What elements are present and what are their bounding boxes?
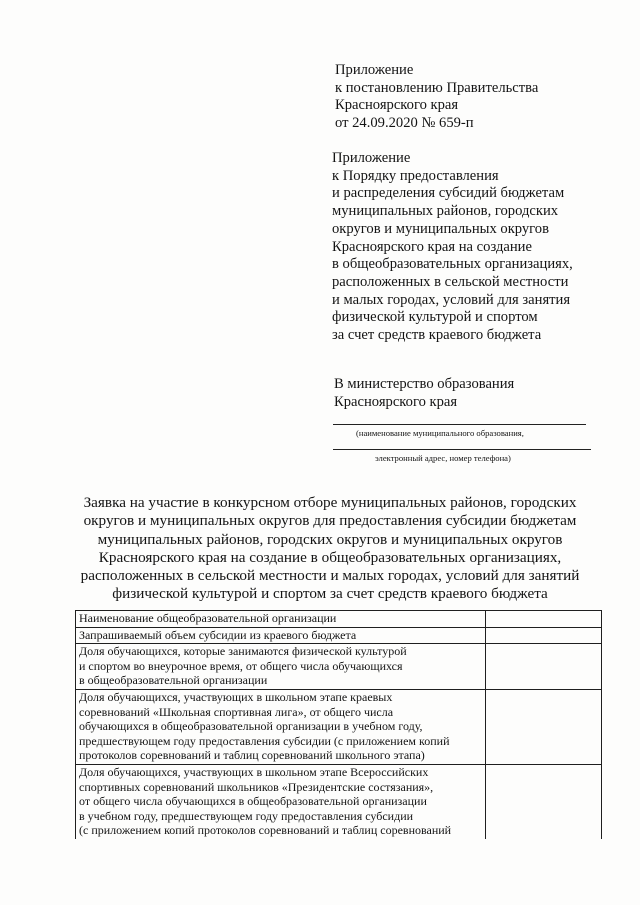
appendix-line: Приложение <box>332 150 411 166</box>
criterion-line: обучающихся в общеобразовательной организации в учебном году, <box>79 719 423 734</box>
appendix-line: муниципальных районов, городских <box>332 203 559 220</box>
appendix-to-resolution <box>335 62 538 133</box>
title-line: расположенных в сельской местности и малых городах, условий для занятий <box>80 567 580 585</box>
appendix-line: физической культурой и спортом <box>332 309 538 326</box>
appendix-line: к постановлению Правительства <box>335 79 539 96</box>
criterion-line: спортивных соревнований школьников «Президентские состязания», <box>79 779 434 794</box>
criterion-line: в общеобразовательной организации <box>79 673 268 688</box>
table-row <box>76 764 602 838</box>
fill-in-caption: (наименование муниципального образования, <box>356 428 524 438</box>
application-table <box>75 610 602 839</box>
value-cell[interactable] <box>486 627 602 644</box>
criterion-line: от общего числа обучающихся в общеобразовательной организации <box>79 794 427 809</box>
criterion-line: Доля обучающихся, которые занимаются физической культурой <box>79 644 407 659</box>
recipient-line: Красноярского края <box>334 393 458 410</box>
criterion-cell <box>76 644 486 690</box>
appendix-line: округов и муниципальных округов <box>332 220 549 237</box>
appendix-line: Красноярского края на создание <box>332 238 532 255</box>
criterion-line: соревнований «Школьная спортивная лига», от общего числа <box>79 704 394 719</box>
appendix-to-procedure <box>332 150 573 345</box>
appendix-line: Приложение <box>335 62 414 78</box>
table-row <box>76 689 602 764</box>
title-line: Красноярского края на создание в общеобразовательных организациях, <box>98 548 562 566</box>
appendix-line: расположенных в сельской местности <box>332 273 569 290</box>
title-line: округов и муниципальных округов для предоставления субсидии бюджетам <box>83 512 577 530</box>
appendix-line: Красноярского края <box>335 97 459 114</box>
recipient-block <box>334 376 514 411</box>
criterion-cell <box>76 764 486 838</box>
criterion-cell <box>76 611 486 628</box>
table-row <box>76 627 602 644</box>
criterion-line: (с приложением копий протоколов соревнований и таблиц соревнований <box>79 823 452 838</box>
criterion-line: Наименование общеобразовательной организации <box>79 611 337 625</box>
value-cell[interactable] <box>486 644 602 690</box>
appendix-line: от 24.09.2020 № 659-п <box>335 115 474 132</box>
criterion-line: протоколов соревнований и таблиц соревнований школьного этапа) <box>79 748 425 763</box>
title-line: Заявка на участие в конкурсном отборе муниципальных районов, городских <box>83 494 577 511</box>
appendix-line: к Порядку предоставления <box>332 167 499 184</box>
appendix-line: за счет средств краевого бюджета <box>332 327 542 344</box>
title-line: физической культурой и спортом за счет средств краевого бюджета <box>112 585 548 603</box>
criterion-line: предшествующем году предоставления субсидии (с приложением копий <box>79 733 450 748</box>
fill-in-line <box>333 449 591 450</box>
appendix-line: и распределения субсидий бюджетам <box>332 185 565 202</box>
criterion-line: Доля обучающихся, участвующих в школьном этапе Всероссийских <box>79 764 429 779</box>
criterion-line: Запрашиваемый объем субсидии из краевого бюджета <box>79 627 357 642</box>
value-cell[interactable] <box>486 611 602 628</box>
table-row <box>76 611 602 628</box>
value-cell[interactable] <box>486 689 602 764</box>
recipient-line: В министерство образования <box>334 376 515 392</box>
criterion-line: в учебном году, предшествующем году предоставления субсидии <box>79 808 414 823</box>
appendix-line: в общеобразовательных организациях, <box>332 256 573 273</box>
fill-in-caption: электронный адрес, номер телефона) <box>375 453 511 463</box>
criterion-cell <box>76 689 486 764</box>
criterion-line: и спортом во внеурочное время, от общего числа обучающихся <box>79 658 403 673</box>
application-title <box>60 494 600 604</box>
criterion-cell <box>76 627 486 644</box>
appendix-line: и малых городах, условий для занятия <box>332 291 571 308</box>
value-cell[interactable] <box>486 764 602 838</box>
title-line: муниципальных районов, городских округов и муниципальных округов <box>97 530 563 548</box>
table-row <box>76 644 602 690</box>
fill-in-line <box>333 424 586 425</box>
criterion-line: Доля обучающихся, участвующих в школьном этапе краевых <box>79 689 393 704</box>
